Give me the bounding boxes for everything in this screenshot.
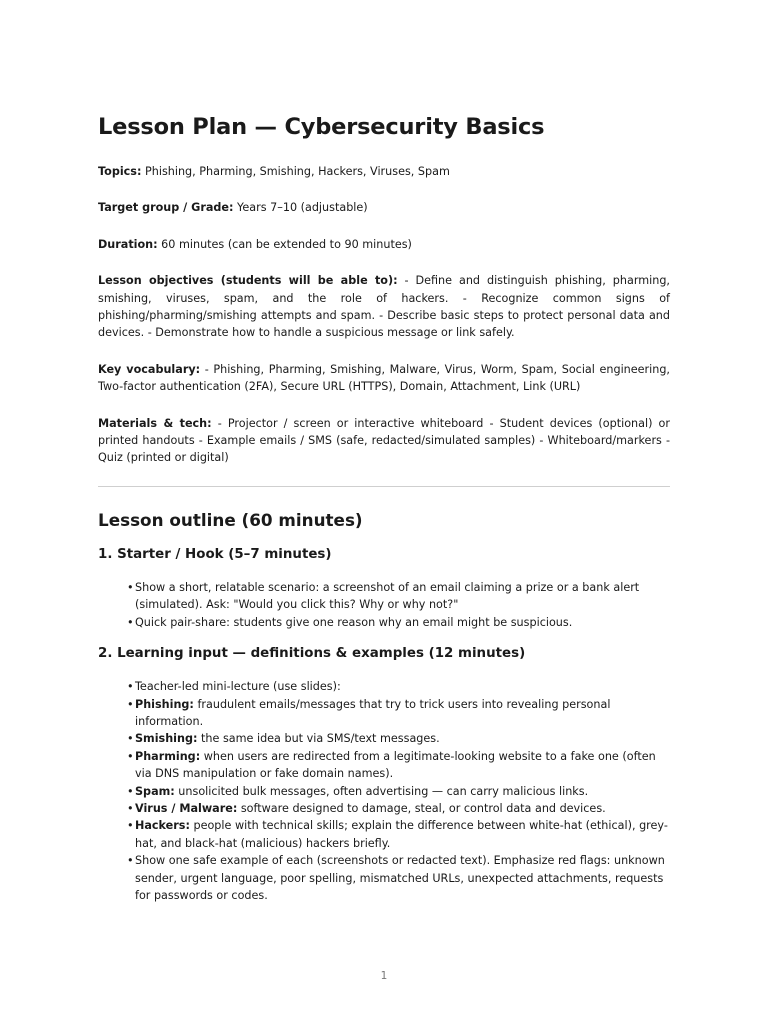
list-item: • Show one safe example of each (screenshots or redacted text). Emphasize red flags: unknown sender, urgent language, poor spelling, mismatched URLs, unexpected attachments, requests for passwords or codes. <box>127 852 670 904</box>
materials-paragraph <box>98 415 670 467</box>
target-group-value: Years 7–10 (adjustable) <box>233 201 368 215</box>
term-text: when users are redirected from a legitimate-looking website to a fake one (often via DNS manipulation or fake domain names). <box>135 749 656 781</box>
section1-list <box>98 579 670 631</box>
section-divider <box>98 486 670 487</box>
section1-heading: 1. Starter / Hook (5–7 minutes) <box>98 546 332 562</box>
section2-list <box>98 678 670 904</box>
page-number: 1 <box>380 970 388 982</box>
duration-value: 60 minutes (can be extended to 90 minutes) <box>157 237 412 251</box>
list-item-phishing <box>127 696 670 731</box>
page-title: Lesson Plan — Cybersecurity Basics <box>98 114 545 140</box>
duration-label: Duration: <box>98 237 158 251</box>
list-item-hackers <box>127 817 670 852</box>
vocabulary-paragraph <box>98 361 670 396</box>
topics-line <box>98 163 670 180</box>
document-page <box>98 112 670 904</box>
term-text: unsolicited bulk messages, often advertising — can carry malicious links. <box>174 784 589 798</box>
objectives-paragraph <box>98 272 670 342</box>
list-item-pharming <box>127 748 670 783</box>
term-text: the same idea but via SMS/text messages. <box>197 732 440 746</box>
term-label: Hackers: <box>135 819 190 833</box>
vocabulary-label: Key vocabulary: <box>98 362 201 376</box>
term-text: people with technical skills; explain the difference between white-hat (ethical), grey-hat, and black-hat (malicious) hackers briefly. <box>135 819 668 850</box>
materials-value: - Projector / screen or interactive whiteboard - Student devices (optional) or printed handouts - Example emails / SMS (safe, redacted/simulated samples) - Whiteboard/markers - Quiz (printed or digital) <box>98 416 670 465</box>
term-label: Smishing: <box>135 732 198 746</box>
list-item-virus-malware <box>127 800 670 817</box>
duration-line <box>98 236 670 253</box>
target-group-label: Target group / Grade: <box>98 201 234 215</box>
term-text: software designed to damage, steal, or control data and devices. <box>237 801 606 815</box>
list-item: • Teacher-led mini-lecture (use slides): <box>127 678 670 695</box>
vocabulary-value: - Phishing, Pharming, Smishing, Malware, Virus, Worm, Spam, Social engineering, Two-factor authentication (2FA), Secure URL (HTTPS), Domain, Attachment, Link (URL) <box>98 362 670 394</box>
list-item-smishing <box>127 730 670 747</box>
section2-heading: 2. Learning input — definitions & examples (12 minutes) <box>98 646 526 662</box>
materials-label: Materials & tech: <box>98 416 212 430</box>
term-label: Phishing: <box>135 697 194 711</box>
topics-value: Phishing, Pharming, Smishing, Hackers, Viruses, Spam <box>141 165 450 178</box>
outline-heading: Lesson outline (60 minutes) <box>98 509 363 530</box>
objectives-value: - Define and distinguish phishing, pharming, smishing, viruses, spam, and the role of hackers. - Recognize common signs of phishing/pharming/smishing attempts and spam. - Describe basic steps to protect personal data and devices. - Demonstrate how to handle a suspicious message or link safely. <box>98 274 670 340</box>
topics-label: Topics: <box>98 165 142 178</box>
term-label: Pharming: <box>135 749 201 763</box>
term-text: fraudulent emails/messages that try to trick users into revealing personal information. <box>135 697 611 728</box>
term-label: Spam: <box>135 784 175 798</box>
list-item: • Quick pair-share: students give one reason why an email might be suspicious. <box>127 614 670 631</box>
objectives-label: Lesson objectives (students will be able to): <box>98 274 398 288</box>
list-item: • Show a short, relatable scenario: a screenshot of an email claiming a prize or a bank alert (simulated). Ask: "Would you click this? Why or why not?" <box>127 579 670 614</box>
term-label: Virus / Malware: <box>135 801 238 815</box>
target-group-line <box>98 199 670 216</box>
list-item-spam <box>127 783 670 800</box>
